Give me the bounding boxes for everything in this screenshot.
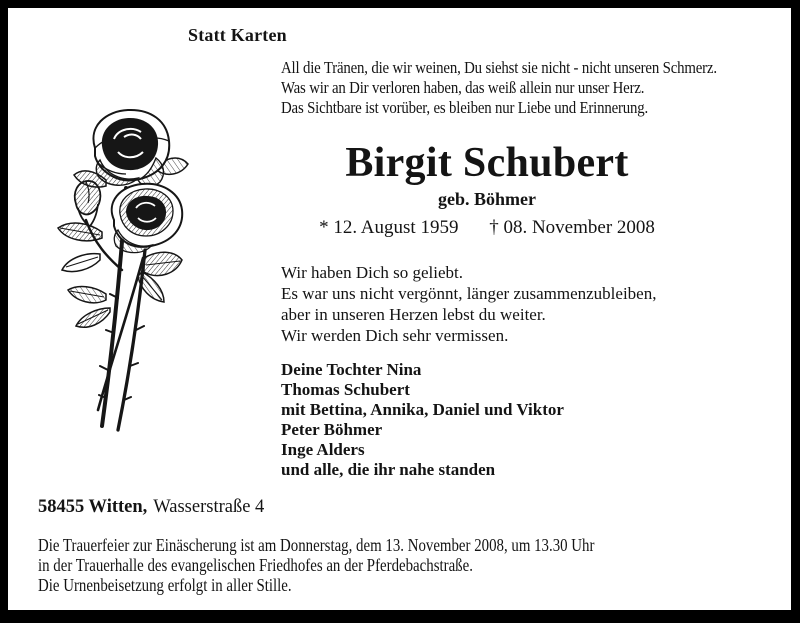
birth-date: * 12. August 1959 xyxy=(319,217,459,238)
deceased-block xyxy=(281,140,693,239)
epigraph-verse xyxy=(281,58,717,118)
funeral-line: Die Urnenbeisetzung erfolgt in aller Stille. xyxy=(38,575,292,595)
mourner-line: mit Bettina, Annika, Daniel und Viktor xyxy=(281,400,564,419)
tribute-line: Wir werden Dich sehr vermissen. xyxy=(281,326,509,345)
maiden-name: geb. Böhmer xyxy=(438,189,536,209)
mourner-line: Inge Alders xyxy=(281,440,365,459)
tribute-text xyxy=(281,262,656,346)
address-city: 58455 Witten, xyxy=(38,497,148,517)
epigraph-line: Das Sichtbare ist vorüber, es bleiben nur Liebe und Erinnerung. xyxy=(281,98,649,117)
funeral-details xyxy=(38,535,594,595)
tribute-line: aber in unseren Herzen lebst du weiter. xyxy=(281,305,546,324)
deceased-name: Birgit Schubert xyxy=(345,140,629,186)
tribute-line: Es war uns nicht vergönnt, länger zusammenzubleiben, xyxy=(281,284,657,303)
life-dates xyxy=(281,217,693,239)
mourners-list xyxy=(281,360,564,480)
death-date: † 08. November 2008 xyxy=(489,217,655,238)
funeral-line: in der Trauerhalle des evangelischen Friedhofes an der Pferdebachstraße. xyxy=(38,555,473,575)
mourner-line: Thomas Schubert xyxy=(281,380,410,399)
rose-sketch-icon xyxy=(48,108,198,443)
epigraph-line: All die Tränen, die wir weinen, Du siehst sie nicht - nicht unseren Schmerz. xyxy=(281,58,717,77)
header-statt-karten: Statt Karten xyxy=(188,25,287,45)
tribute-line: Wir haben Dich so geliebt. xyxy=(281,263,464,282)
epigraph-line: Was wir an Dir verloren haben, das weiß allein nur unser Herz. xyxy=(281,78,645,97)
mourner-line: und alle, die ihr nahe standen xyxy=(281,460,496,479)
funeral-line: Die Trauerfeier zur Einäscherung ist am Donnerstag, dem 13. November 2008, um 13.30 Uhr xyxy=(38,535,595,555)
address-line xyxy=(38,497,264,518)
address-street: Wasserstraße 4 xyxy=(153,497,265,517)
mourner-line: Deine Tochter Nina xyxy=(281,360,422,379)
mourner-line: Peter Böhmer xyxy=(281,420,383,439)
